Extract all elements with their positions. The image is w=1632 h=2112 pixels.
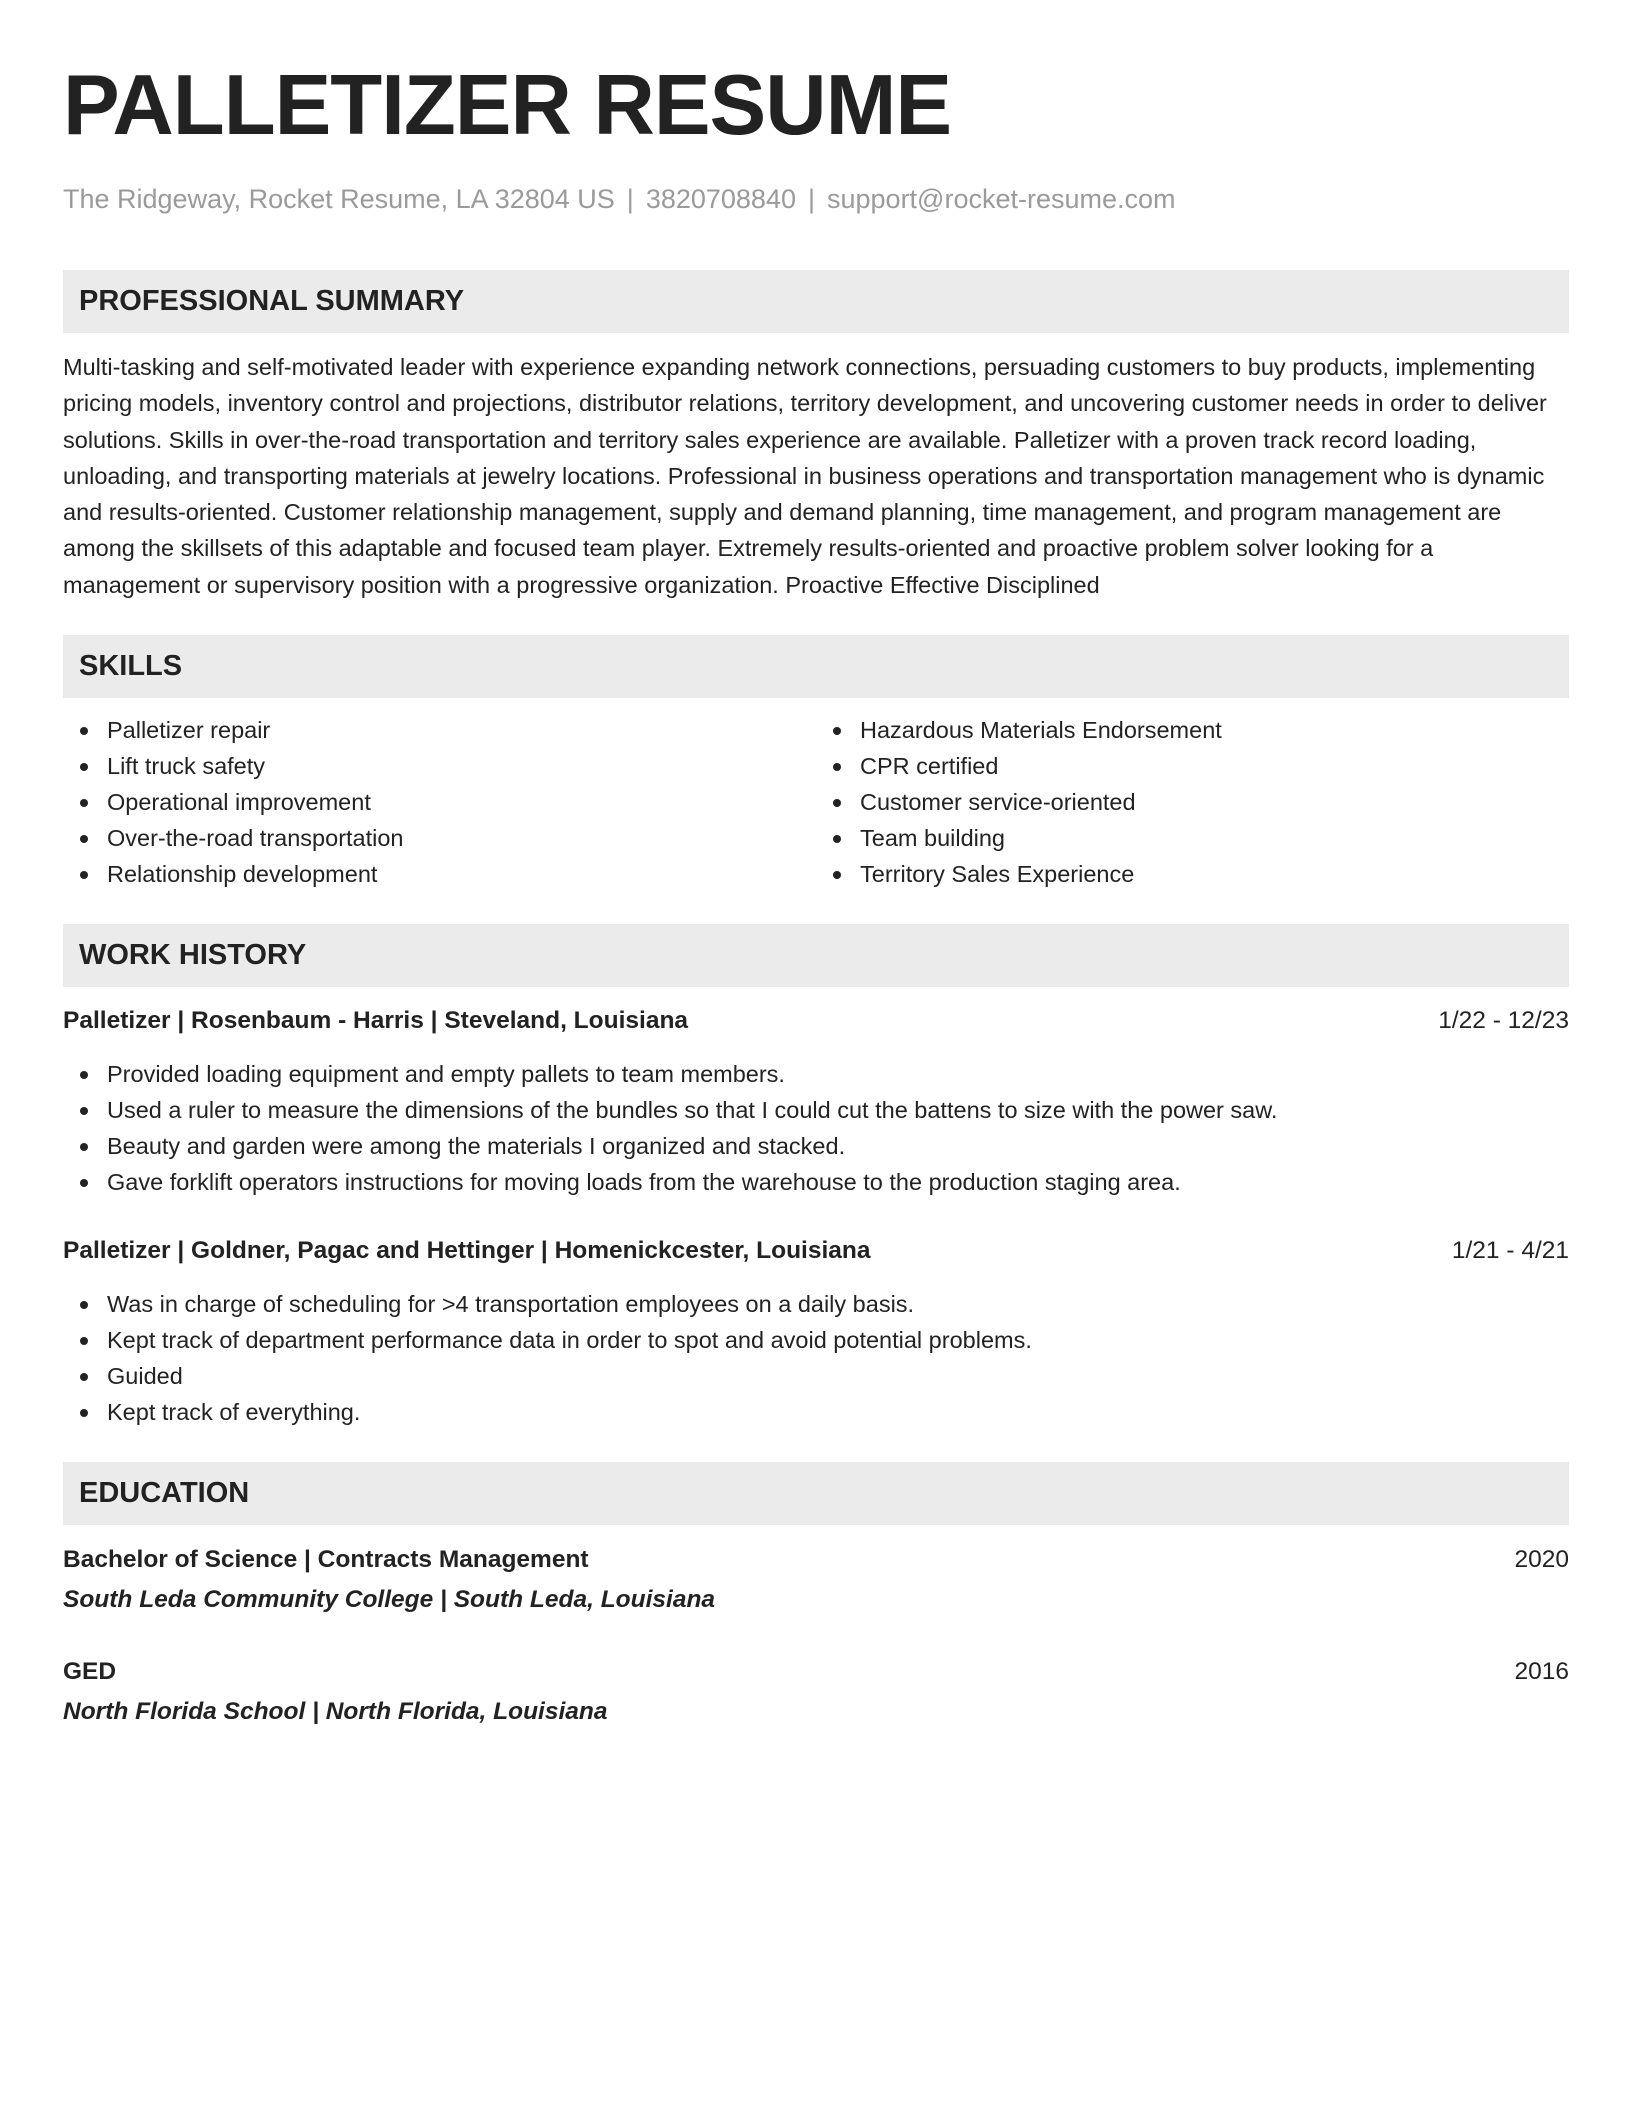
- work-history-heading: WORK HISTORY: [63, 924, 1569, 987]
- skill-item: Territory Sales Experience: [860, 856, 1569, 892]
- contact-email: support@rocket-resume.com: [827, 184, 1176, 214]
- job-title: Palletizer | Rosenbaum - Harris | Steveland, Louisiana: [63, 1007, 689, 1035]
- job-header: [63, 1004, 1569, 1038]
- education-school: South Leda Community College | South Leda, Louisiana: [63, 1586, 716, 1614]
- skill-item: Lift truck safety: [107, 748, 816, 784]
- skills-column-right: [816, 712, 1569, 892]
- education-entry-header: [63, 1543, 1569, 1577]
- job-header: [63, 1234, 1569, 1268]
- skill-item: Team building: [860, 820, 1569, 856]
- job-duty: Used a ruler to measure the dimensions of the bundles so that I could cut the battens to size with the power saw.: [107, 1092, 1569, 1128]
- skills-heading: SKILLS: [63, 635, 1569, 698]
- contact-separator: |: [626, 184, 634, 214]
- education-school: North Florida School | North Florida, Louisiana: [63, 1698, 608, 1726]
- contact-phone: 3820708840: [645, 184, 796, 214]
- job-duty: Was in charge of scheduling for >4 transportation employees on a daily basis.: [107, 1286, 1569, 1322]
- contact-address: The Ridgeway, Rocket Resume, LA 32804 US: [63, 184, 615, 214]
- job-duty: Beauty and garden were among the materials I organized and stacked.: [107, 1128, 1569, 1164]
- education-heading: EDUCATION: [63, 1462, 1569, 1525]
- job-dates: 1/22 - 12/23: [1438, 1007, 1569, 1035]
- resume-title: PALLETIZER RESUME: [63, 58, 952, 153]
- skills-column-left: [63, 712, 816, 892]
- job-duty: Guided: [107, 1358, 1569, 1394]
- job-duty: Gave forklift operators instructions for moving loads from the warehouse to the production staging area.: [107, 1164, 1569, 1200]
- summary-text: Multi-tasking and self-motivated leader with experience expanding network connections, persuading customers to buy products, implementing pricing models, inventory control and projections, distributor relations, territory development, and uncovering customer needs in order to deliver solutions. Skills in over-the-road transportation and territory sales experience are available. Palletizer with a proven track record loading, unloading, and transporting materials at jewelry locations. Professional in business operations and transportation management who is dynamic and results-oriented. Customer relationship management, supply and demand planning, time management, and program management are among the skillsets of this adaptable and focused team player. Extremely results-oriented and proactive problem solver looking for a management or supervisory position with a progressive organization. Proactive Effective Disciplined: [63, 354, 1547, 598]
- education-entry-header: [63, 1655, 1569, 1689]
- job-dates: 1/21 - 4/21: [1451, 1237, 1569, 1265]
- skill-item: Customer service-oriented: [860, 784, 1569, 820]
- contact-line: [63, 182, 1569, 216]
- skill-item: Operational improvement: [107, 784, 816, 820]
- job-duty: Kept track of everything.: [107, 1394, 1569, 1430]
- skills-list: [63, 712, 1569, 892]
- job-duty: Provided loading equipment and empty pallets to team members.: [107, 1056, 1569, 1092]
- skill-item: Hazardous Materials Endorsement: [860, 712, 1569, 748]
- education-year: 2016: [1514, 1658, 1569, 1686]
- contact-separator: |: [807, 184, 815, 214]
- job-duties-list: [63, 1056, 1569, 1200]
- job-title: Palletizer | Goldner, Pagac and Hettinger | Homenickcester, Louisiana: [63, 1237, 871, 1265]
- skill-item: CPR certified: [860, 748, 1569, 784]
- skill-item: Over-the-road transportation: [107, 820, 816, 856]
- education-degree: GED: [63, 1658, 117, 1686]
- education-degree: Bachelor of Science | Contracts Management: [63, 1546, 589, 1574]
- education-year: 2020: [1514, 1546, 1569, 1574]
- job-duties-list: [63, 1286, 1569, 1430]
- summary-heading: PROFESSIONAL SUMMARY: [63, 270, 1569, 333]
- skill-item: Palletizer repair: [107, 712, 816, 748]
- job-duty: Kept track of department performance data in order to spot and avoid potential problems.: [107, 1322, 1569, 1358]
- skill-item: Relationship development: [107, 856, 816, 892]
